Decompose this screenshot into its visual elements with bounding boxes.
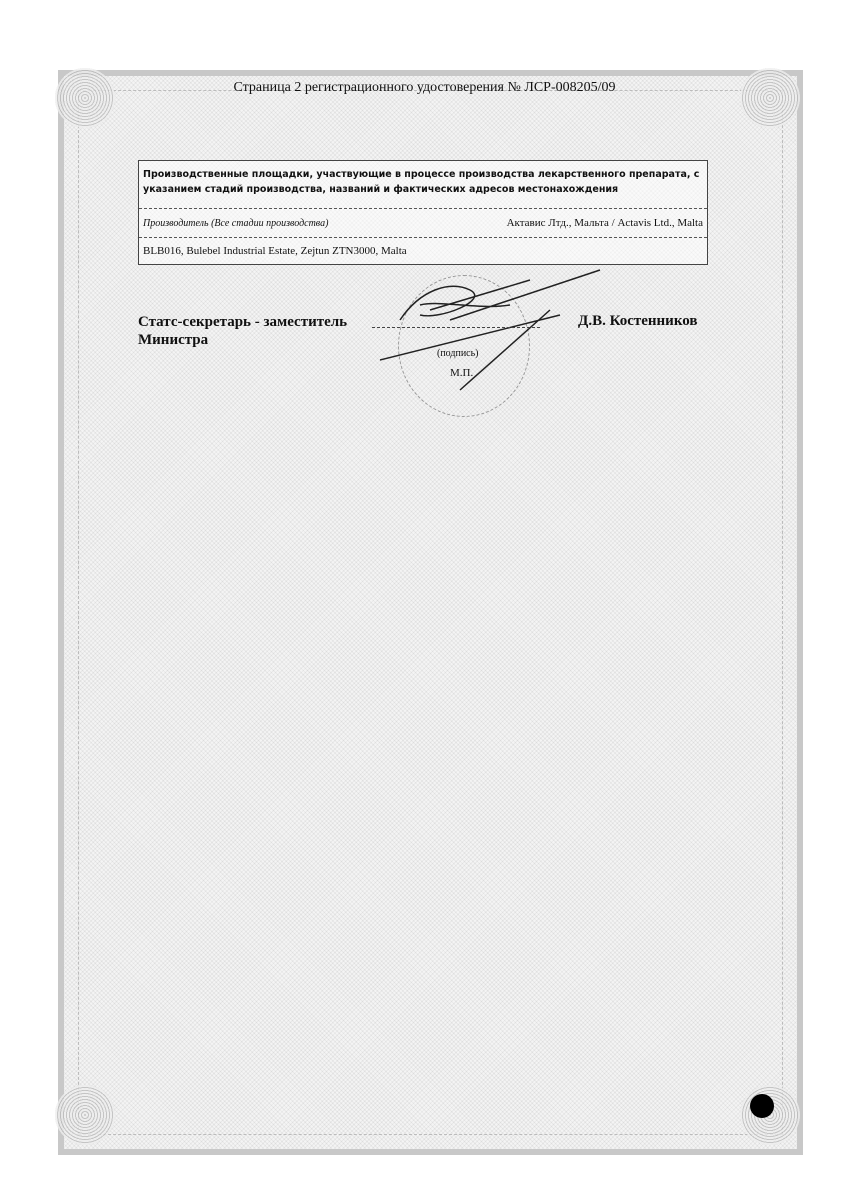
signatory-name: Д.В. Костенников [578,313,698,329]
corner-ornament [55,68,115,128]
corner-ornament [55,1085,115,1145]
manufacturer-role: Производитель (Все стадии производства) [143,217,329,229]
corner-ornament [740,1085,800,1145]
hole-punch-mark [750,1094,774,1118]
manufacturer-name: Актавис Лтд., Мальта / Actavis Ltd., Malta [506,217,703,229]
page-title: Страница 2 регистрационного удостоверения № ЛСР-008205/09 [233,80,616,95]
signature-line [372,327,540,328]
table-heading: Производственные площадки, участвующие в процессе производства лекарственного препарата, с указанием стадий производства, названий и фактических адресов местонахождения [143,169,700,195]
corner-ornament [740,68,800,128]
signature-label: (подпись) [437,348,479,359]
manufacturer-address: BLB016, Bulebel Industrial Estate, Zejtun ZTN3000, Malta [143,245,407,257]
signatory-position: Статс-секретарь - заместитель Министра [138,314,348,348]
seal-label: М.П. [450,367,474,379]
table-row [139,208,707,237]
manufacturing-sites-table [138,160,708,265]
handwritten-signature [360,260,620,400]
